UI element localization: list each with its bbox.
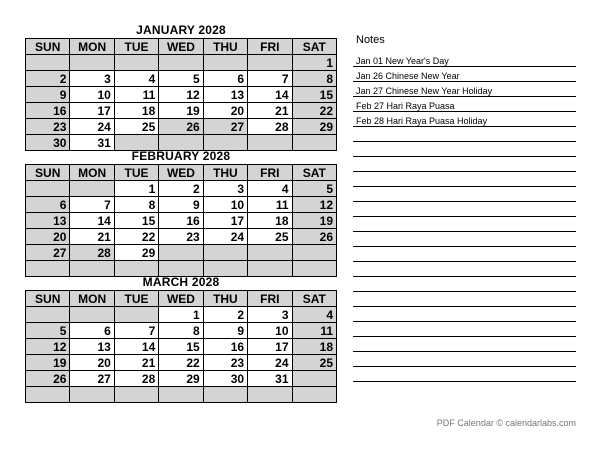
day-cell: 17 <box>248 339 292 355</box>
day-cell: 1 <box>292 55 336 71</box>
day-cell: 16 <box>159 213 203 229</box>
day-cell: 27 <box>203 119 247 135</box>
day-cell: 23 <box>26 119 70 135</box>
week-row <box>26 197 337 213</box>
weekday-header: SAT <box>292 291 336 307</box>
note-entry: Jan 01 New Year's Day <box>353 52 576 67</box>
note-blank-line <box>353 277 576 292</box>
note-blank-line <box>353 202 576 217</box>
empty-day-cell <box>70 307 114 323</box>
weekday-header: SAT <box>292 165 336 181</box>
empty-day-cell <box>292 245 336 261</box>
day-cell: 26 <box>292 229 336 245</box>
day-cell: 14 <box>114 339 158 355</box>
note-blank-line <box>353 367 576 382</box>
day-cell: 20 <box>26 229 70 245</box>
weekday-header: SUN <box>26 291 70 307</box>
day-cell: 10 <box>70 87 114 103</box>
day-cell: 24 <box>203 229 247 245</box>
week-row <box>26 55 337 71</box>
weekday-header-row <box>26 291 337 307</box>
day-cell: 3 <box>203 181 247 197</box>
empty-day-cell <box>203 245 247 261</box>
empty-day-cell <box>26 387 70 403</box>
day-cell: 1 <box>114 181 158 197</box>
empty-day-cell <box>292 371 336 387</box>
week-row <box>26 307 337 323</box>
empty-day-cell <box>159 387 203 403</box>
note-blank-line <box>353 352 576 367</box>
week-row <box>26 87 337 103</box>
week-row <box>26 181 337 197</box>
weekday-header: THU <box>203 39 247 55</box>
day-cell: 18 <box>248 213 292 229</box>
day-cell: 29 <box>292 119 336 135</box>
note-blank-line <box>353 217 576 232</box>
note-blank-line <box>353 187 576 202</box>
day-cell: 30 <box>203 371 247 387</box>
note-blank-line <box>353 322 576 337</box>
day-cell: 11 <box>248 197 292 213</box>
day-cell: 11 <box>292 323 336 339</box>
empty-day-cell <box>114 307 158 323</box>
day-cell: 25 <box>114 119 158 135</box>
day-cell: 18 <box>114 103 158 119</box>
empty-day-cell <box>114 387 158 403</box>
weekday-header: FRI <box>248 291 292 307</box>
day-cell: 10 <box>203 197 247 213</box>
day-cell: 26 <box>26 371 70 387</box>
weekday-header: TUE <box>114 165 158 181</box>
day-cell: 6 <box>70 323 114 339</box>
week-row <box>26 119 337 135</box>
day-cell: 28 <box>70 245 114 261</box>
day-cell: 2 <box>203 307 247 323</box>
weekday-header: THU <box>203 291 247 307</box>
day-cell: 25 <box>248 229 292 245</box>
day-cell: 14 <box>248 87 292 103</box>
day-cell: 19 <box>292 213 336 229</box>
calendar-grid <box>25 38 337 151</box>
note-entry: Jan 27 Chinese New Year Holiday <box>353 82 576 97</box>
day-cell: 14 <box>70 213 114 229</box>
month-march <box>25 274 337 403</box>
day-cell: 10 <box>248 323 292 339</box>
day-cell: 7 <box>248 71 292 87</box>
day-cell: 1 <box>159 307 203 323</box>
day-cell: 24 <box>70 119 114 135</box>
empty-day-cell <box>159 55 203 71</box>
empty-day-cell <box>203 55 247 71</box>
day-cell: 22 <box>114 229 158 245</box>
empty-day-cell <box>114 55 158 71</box>
week-row <box>26 213 337 229</box>
day-cell: 8 <box>159 323 203 339</box>
empty-day-cell <box>70 55 114 71</box>
day-cell: 4 <box>114 71 158 87</box>
day-cell: 15 <box>114 213 158 229</box>
empty-day-cell <box>26 181 70 197</box>
empty-day-cell <box>26 307 70 323</box>
note-entry: Feb 28 Hari Raya Puasa Holiday <box>353 112 576 127</box>
day-cell: 5 <box>159 71 203 87</box>
weekday-header: SUN <box>26 39 70 55</box>
day-cell: 5 <box>292 181 336 197</box>
day-cell: 13 <box>203 87 247 103</box>
day-cell: 29 <box>159 371 203 387</box>
day-cell: 8 <box>292 71 336 87</box>
day-cell: 17 <box>70 103 114 119</box>
note-blank-line <box>353 142 576 157</box>
weekday-header: WED <box>159 39 203 55</box>
note-blank-line <box>353 247 576 262</box>
weekday-header: THU <box>203 165 247 181</box>
day-cell: 27 <box>26 245 70 261</box>
week-row <box>26 387 337 403</box>
day-cell: 29 <box>114 245 158 261</box>
empty-day-cell <box>248 55 292 71</box>
day-cell: 4 <box>248 181 292 197</box>
empty-day-cell <box>70 181 114 197</box>
week-row <box>26 323 337 339</box>
day-cell: 13 <box>70 339 114 355</box>
day-cell: 31 <box>248 371 292 387</box>
day-cell: 24 <box>248 355 292 371</box>
month-title: MARCH 2028 <box>142 275 220 289</box>
day-cell: 25 <box>292 355 336 371</box>
day-cell: 18 <box>292 339 336 355</box>
day-cell: 28 <box>114 371 158 387</box>
weekday-header: MON <box>70 291 114 307</box>
month-february <box>25 148 337 277</box>
day-cell: 7 <box>114 323 158 339</box>
day-cell: 21 <box>70 229 114 245</box>
weekday-header: MON <box>70 39 114 55</box>
empty-day-cell <box>70 387 114 403</box>
day-cell: 19 <box>26 355 70 371</box>
week-row <box>26 371 337 387</box>
empty-day-cell <box>248 387 292 403</box>
day-cell: 2 <box>159 181 203 197</box>
weekday-header: TUE <box>114 291 158 307</box>
day-cell: 23 <box>159 229 203 245</box>
footer-credit: PDF Calendar © calendarlabs.com <box>436 418 576 428</box>
day-cell: 22 <box>159 355 203 371</box>
day-cell: 15 <box>292 87 336 103</box>
week-row <box>26 103 337 119</box>
day-cell: 6 <box>26 197 70 213</box>
day-cell: 7 <box>70 197 114 213</box>
weekday-header-row <box>26 39 337 55</box>
calendar-grid <box>25 164 337 277</box>
day-cell: 27 <box>70 371 114 387</box>
empty-day-cell <box>26 55 70 71</box>
day-cell: 16 <box>26 103 70 119</box>
day-cell: 3 <box>70 71 114 87</box>
week-row <box>26 229 337 245</box>
weekday-header: SAT <box>292 39 336 55</box>
notes-panel <box>353 30 576 382</box>
empty-day-cell <box>159 245 203 261</box>
day-cell: 31 <box>70 135 114 151</box>
weekday-header-row <box>26 165 337 181</box>
week-row <box>26 339 337 355</box>
notes-lines <box>353 52 576 382</box>
weekday-header: WED <box>159 165 203 181</box>
note-blank-line <box>353 292 576 307</box>
calendar-grid <box>25 290 337 403</box>
day-cell: 17 <box>203 213 247 229</box>
day-cell: 22 <box>292 103 336 119</box>
day-cell: 3 <box>248 307 292 323</box>
day-cell: 20 <box>203 103 247 119</box>
day-cell: 8 <box>114 197 158 213</box>
day-cell: 9 <box>159 197 203 213</box>
note-blank-line <box>353 172 576 187</box>
empty-day-cell <box>292 387 336 403</box>
note-entry: Feb 27 Hari Raya Puasa <box>353 97 576 112</box>
day-cell: 12 <box>159 87 203 103</box>
month-january <box>25 22 337 151</box>
notes-title: Notes <box>356 34 385 46</box>
day-cell: 19 <box>159 103 203 119</box>
empty-day-cell <box>248 245 292 261</box>
day-cell: 23 <box>203 355 247 371</box>
day-cell: 6 <box>203 71 247 87</box>
weekday-header: WED <box>159 291 203 307</box>
week-row <box>26 71 337 87</box>
weekday-header: MON <box>70 165 114 181</box>
day-cell: 28 <box>248 119 292 135</box>
weekday-header: FRI <box>248 165 292 181</box>
weekday-header: SUN <box>26 165 70 181</box>
month-title: FEBRUARY 2028 <box>131 149 231 163</box>
day-cell: 9 <box>203 323 247 339</box>
day-cell: 13 <box>26 213 70 229</box>
weekday-header: FRI <box>248 39 292 55</box>
day-cell: 12 <box>26 339 70 355</box>
day-cell: 16 <box>203 339 247 355</box>
day-cell: 26 <box>159 119 203 135</box>
weekday-header: TUE <box>114 39 158 55</box>
day-cell: 21 <box>248 103 292 119</box>
day-cell: 12 <box>292 197 336 213</box>
day-cell: 30 <box>26 135 70 151</box>
note-blank-line <box>353 337 576 352</box>
day-cell: 9 <box>26 87 70 103</box>
day-cell: 2 <box>26 71 70 87</box>
day-cell: 5 <box>26 323 70 339</box>
week-row <box>26 245 337 261</box>
week-row <box>26 355 337 371</box>
day-cell: 21 <box>114 355 158 371</box>
empty-day-cell <box>203 387 247 403</box>
note-blank-line <box>353 232 576 247</box>
note-blank-line <box>353 307 576 322</box>
day-cell: 11 <box>114 87 158 103</box>
month-title: JANUARY 2028 <box>136 23 226 37</box>
day-cell: 15 <box>159 339 203 355</box>
note-entry: Jan 26 Chinese New Year <box>353 67 576 82</box>
day-cell: 20 <box>70 355 114 371</box>
note-blank-line <box>353 262 576 277</box>
note-blank-line <box>353 157 576 172</box>
note-blank-line <box>353 127 576 142</box>
day-cell: 4 <box>292 307 336 323</box>
